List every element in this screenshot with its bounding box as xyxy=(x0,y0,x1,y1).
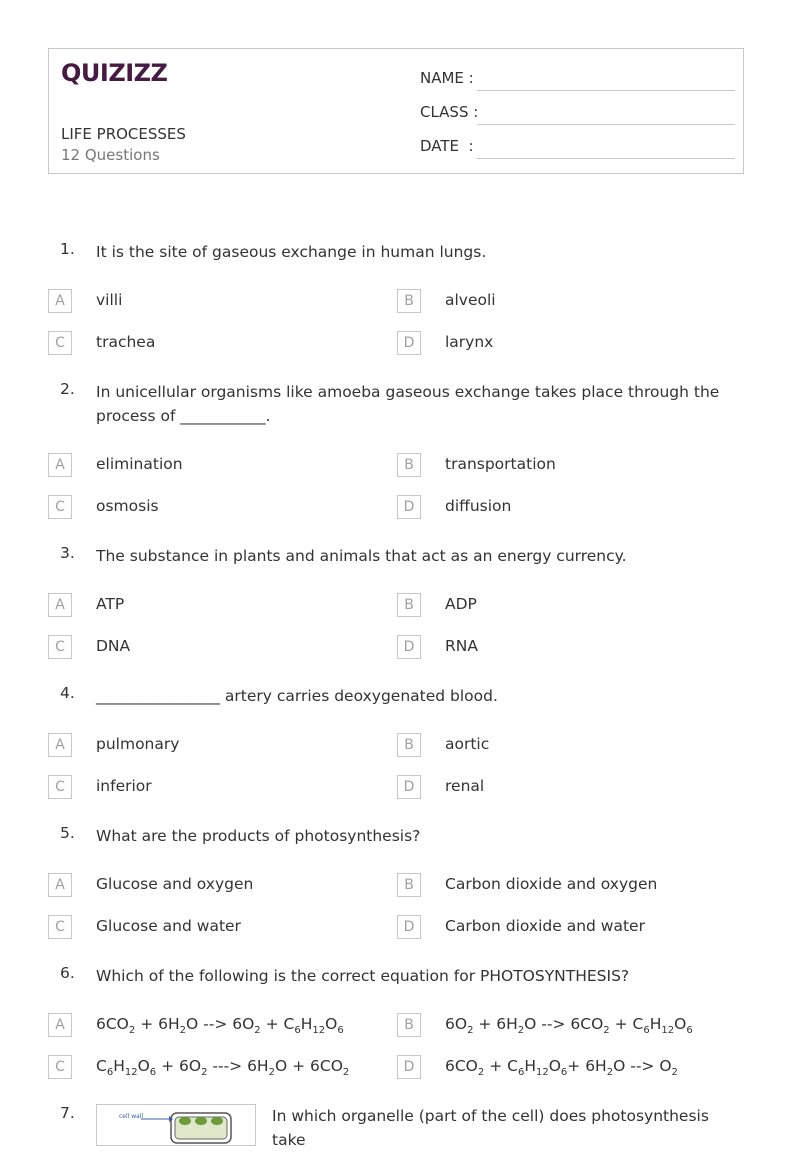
quizizz-logo: QUIZIZZ xyxy=(61,59,168,87)
option-text: Carbon dioxide and water xyxy=(445,917,645,935)
option-letter-box[interactable]: C xyxy=(48,1055,72,1079)
option-text: aortic xyxy=(445,735,490,753)
option-text: trachea xyxy=(96,333,156,351)
option-letter-box[interactable]: A xyxy=(48,733,72,757)
worksheet-header xyxy=(48,48,744,174)
formula-part: 6 xyxy=(560,1067,568,1079)
formula-part: O xyxy=(548,1057,561,1075)
formula-part: O --> 6CO xyxy=(524,1015,604,1033)
chloroplast xyxy=(195,1117,207,1125)
class-label: CLASS : xyxy=(420,103,479,121)
formula-part: C xyxy=(96,1057,107,1075)
formula-part: 6CO xyxy=(96,1015,129,1033)
formula-part: O xyxy=(137,1057,150,1075)
formula-part: 12 xyxy=(535,1067,549,1079)
formula-part: 2 xyxy=(342,1067,350,1079)
formula-part: 2 xyxy=(201,1067,208,1079)
formula-part: O --> 6O xyxy=(186,1015,255,1033)
option-letter-box[interactable]: D xyxy=(397,1055,421,1079)
question-number: 2. xyxy=(60,380,75,398)
formula-part: + 6H xyxy=(473,1015,518,1033)
option-letter-box[interactable]: C xyxy=(48,635,72,659)
option-text xyxy=(96,1057,349,1078)
formula-part: + C xyxy=(484,1057,518,1075)
chloroplast xyxy=(211,1117,223,1125)
name-line[interactable] xyxy=(477,90,735,91)
option-text: RNA xyxy=(445,637,478,655)
formula-part: H xyxy=(300,1015,313,1033)
option-letter-box[interactable]: A xyxy=(48,289,72,313)
name-field[interactable] xyxy=(420,65,735,91)
option-letter-box[interactable]: B xyxy=(397,593,421,617)
question-number: 3. xyxy=(60,544,75,562)
formula-part: + C xyxy=(609,1015,644,1033)
option-letter-box[interactable]: A xyxy=(48,1013,72,1037)
option-text: renal xyxy=(445,777,485,795)
question-number: 5. xyxy=(60,824,75,842)
formula-part: 6 xyxy=(106,1067,114,1079)
option-letter-box[interactable]: C xyxy=(48,915,72,939)
formula-part: 12 xyxy=(661,1025,675,1037)
option-letter-box[interactable]: B xyxy=(397,289,421,313)
formula-part: 6 xyxy=(294,1025,301,1037)
formula-part: 2 xyxy=(606,1067,614,1079)
option-letter-box[interactable]: C xyxy=(48,331,72,355)
formula-part: O + 6CO xyxy=(274,1057,343,1075)
option-letter-box[interactable]: C xyxy=(48,495,72,519)
option-letter-box[interactable]: D xyxy=(397,915,421,939)
option-letter-box[interactable]: D xyxy=(397,495,421,519)
question-image xyxy=(96,1104,256,1146)
class-field[interactable] xyxy=(420,99,735,125)
formula-part: 2 xyxy=(254,1025,261,1037)
option-text: larynx xyxy=(445,333,494,351)
formula-part: 2 xyxy=(179,1025,186,1037)
date-label: DATE : xyxy=(420,137,474,155)
option-text xyxy=(445,1015,693,1036)
option-text: Glucose and water xyxy=(96,917,241,935)
chloroplast xyxy=(179,1117,191,1125)
cell-diagram xyxy=(97,1105,255,1145)
option-text: Carbon dioxide and oxygen xyxy=(445,875,658,893)
option-text xyxy=(96,1015,344,1036)
option-letter-box[interactable]: B xyxy=(397,453,421,477)
question-text: In which organelle (part of the cell) does photosynthesis take xyxy=(272,1107,709,1149)
option-letter-box[interactable]: D xyxy=(397,775,421,799)
formula-part: 2 xyxy=(467,1025,474,1037)
formula-part: 2 xyxy=(603,1025,610,1037)
question-text: It is the site of gaseous exchange in human lungs. xyxy=(96,243,487,261)
formula-part: 6 xyxy=(517,1067,525,1079)
name-label: NAME : xyxy=(420,69,474,87)
option-text: DNA xyxy=(96,637,131,655)
image-label: cell wall xyxy=(119,1113,144,1120)
question-text: What are the products of photosynthesis? xyxy=(96,827,421,845)
option-text: alveoli xyxy=(445,291,496,309)
formula-part: O --> O xyxy=(613,1057,672,1075)
option-text: transportation xyxy=(445,455,556,473)
option-text: villi xyxy=(96,291,123,309)
option-letter-box[interactable]: B xyxy=(397,733,421,757)
formula-part: O xyxy=(325,1015,338,1033)
formula-part: ---> 6H xyxy=(207,1057,269,1075)
date-field[interactable] xyxy=(420,133,735,159)
formula-part: 6 xyxy=(149,1067,157,1079)
question-number: 6. xyxy=(60,964,75,982)
question-number: 7. xyxy=(60,1104,75,1122)
formula-part: + 6O xyxy=(156,1057,202,1075)
formula-part: 2 xyxy=(268,1067,275,1079)
option-text: ATP xyxy=(96,595,125,613)
option-letter-box[interactable]: A xyxy=(48,593,72,617)
question-count: 12 Questions xyxy=(61,146,160,164)
option-letter-box[interactable]: D xyxy=(397,635,421,659)
worksheet-title: LIFE PROCESSES xyxy=(61,125,186,143)
option-text: inferior xyxy=(96,777,152,795)
option-letter-box[interactable]: B xyxy=(397,1013,421,1037)
option-text: osmosis xyxy=(96,497,159,515)
formula-part: 2 xyxy=(128,1025,136,1037)
formula-part: O xyxy=(674,1015,687,1033)
formula-part: 2 xyxy=(671,1067,678,1079)
question-number: 4. xyxy=(60,684,75,702)
option-letter-box[interactable]: C xyxy=(48,775,72,799)
formula-part: H xyxy=(524,1057,536,1075)
formula-part: 2 xyxy=(477,1067,485,1079)
formula-part: 12 xyxy=(312,1025,326,1037)
formula-part: H xyxy=(649,1015,662,1033)
formula-part: 6 xyxy=(337,1025,344,1037)
question-text: ________________ artery carries deoxygenated blood. xyxy=(96,687,498,705)
date-line[interactable] xyxy=(477,158,735,159)
class-line[interactable] xyxy=(477,124,735,125)
option-text xyxy=(445,1057,678,1078)
formula-part: + C xyxy=(260,1015,295,1033)
option-text: elimination xyxy=(96,455,183,473)
formula-part: + 6H xyxy=(135,1015,180,1033)
question-number: 1. xyxy=(60,240,75,258)
formula-part: 6 xyxy=(643,1025,650,1037)
option-text: diffusion xyxy=(445,497,512,515)
option-letter-box[interactable]: D xyxy=(397,331,421,355)
question-text: In unicellular organisms like amoeba gaseous exchange takes place through the process of ___________. xyxy=(96,383,720,425)
formula-part: H xyxy=(113,1057,125,1075)
question-text: The substance in plants and animals that act as an energy currency. xyxy=(96,547,627,565)
option-text: Glucose and oxygen xyxy=(96,875,254,893)
formula-part: 6O xyxy=(445,1015,468,1033)
question-text: Which of the following is the correct equation for PHOTOSYNTHESIS? xyxy=(96,967,630,985)
formula-part: 12 xyxy=(124,1067,138,1079)
option-letter-box[interactable]: A xyxy=(48,453,72,477)
option-text: ADP xyxy=(445,595,477,613)
option-letter-box[interactable]: B xyxy=(397,873,421,897)
formula-part: 6 xyxy=(686,1025,693,1037)
option-letter-box[interactable]: A xyxy=(48,873,72,897)
formula-part: + 6H xyxy=(567,1057,607,1075)
formula-part: 6CO xyxy=(445,1057,478,1075)
option-text: pulmonary xyxy=(96,735,180,753)
formula-part: 2 xyxy=(517,1025,525,1037)
